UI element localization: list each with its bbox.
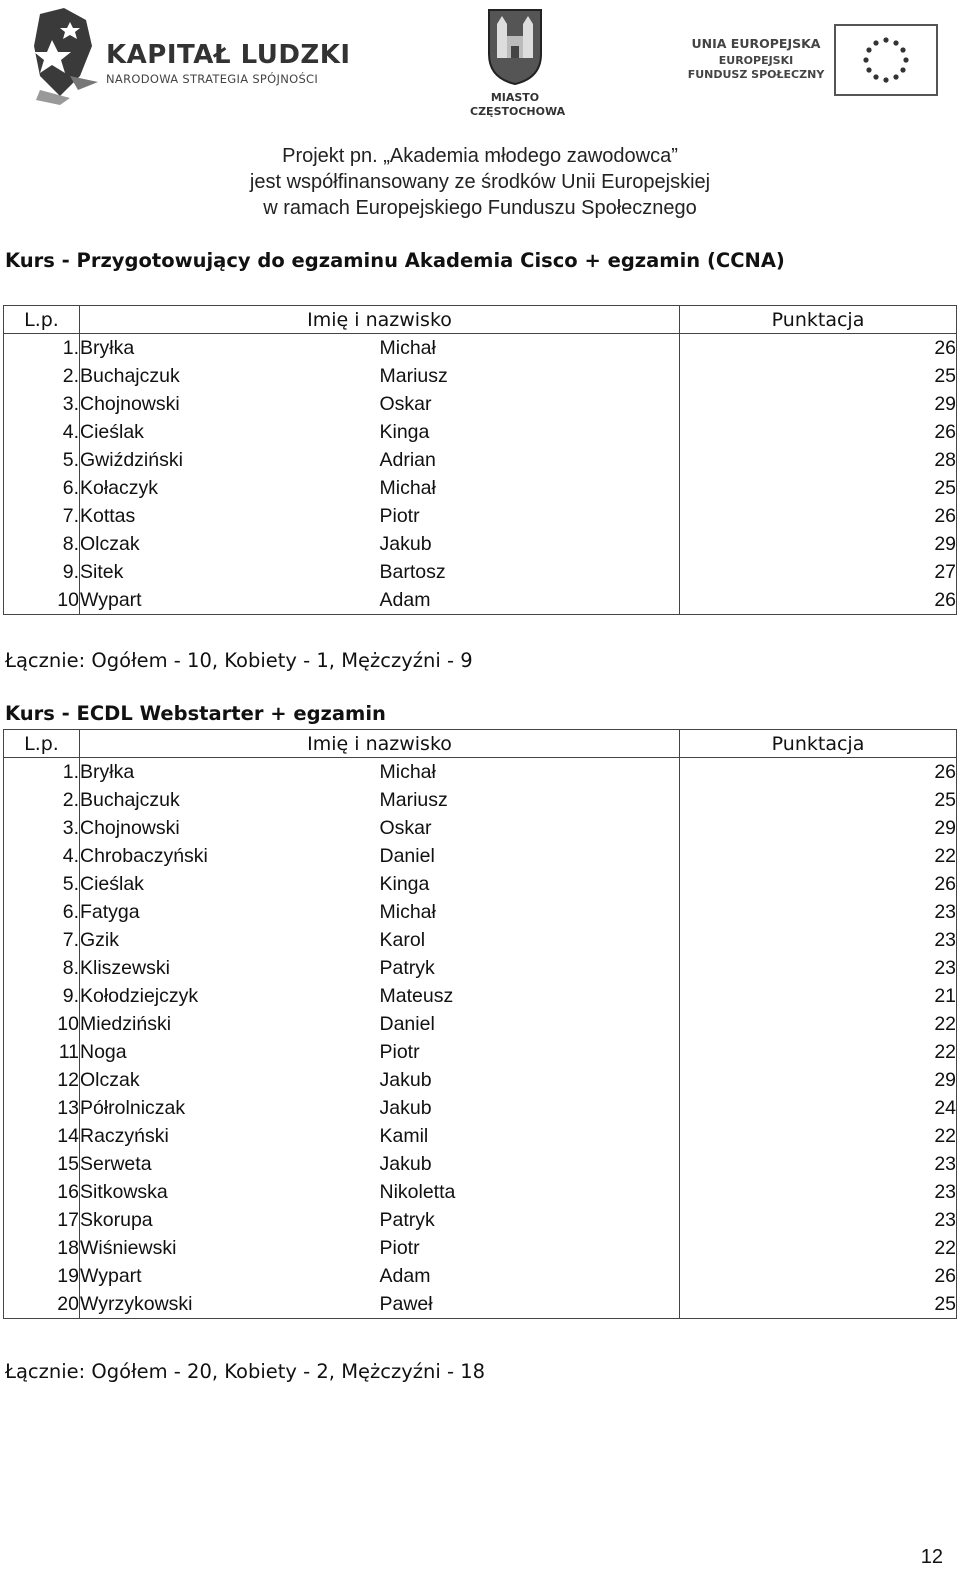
score: 21 <box>680 982 957 1010</box>
table-header-row <box>4 730 957 758</box>
last-name: Półrolniczak <box>80 1094 380 1122</box>
first-name: Daniel <box>380 842 680 870</box>
first-name: Mariusz <box>380 362 680 390</box>
table-row <box>4 418 957 446</box>
first-name: Piotr <box>380 502 680 530</box>
first-name: Piotr <box>380 1234 680 1262</box>
score: 22 <box>680 1122 957 1150</box>
eu-flag-icon <box>834 24 938 96</box>
first-name: Karol <box>380 926 680 954</box>
table-row <box>4 530 957 558</box>
results-table-ecdl <box>3 729 957 1319</box>
table-row <box>4 1010 957 1038</box>
czestochowa-city-logo <box>470 6 566 118</box>
last-name: Wyrzykowski <box>80 1290 380 1319</box>
eu-logo-line3: FUNDUSZ SPOŁECZNY <box>687 68 825 81</box>
first-name: Jakub <box>380 530 680 558</box>
header-name: Imię i nazwisko <box>80 306 680 334</box>
score: 22 <box>680 842 957 870</box>
row-number: 10 <box>4 1010 80 1038</box>
row-number: 4. <box>4 842 80 870</box>
score: 25 <box>680 362 957 390</box>
kapital-ludzki-logo-mark <box>30 6 98 106</box>
row-number: 3. <box>4 814 80 842</box>
last-name: Buchajczuk <box>80 362 380 390</box>
table-header-row <box>4 306 957 334</box>
row-number: 15 <box>4 1150 80 1178</box>
table-row <box>4 362 957 390</box>
first-name: Jakub <box>380 1094 680 1122</box>
row-number: 18 <box>4 1234 80 1262</box>
score: 28 <box>680 446 957 474</box>
last-name: Miedziński <box>80 1010 380 1038</box>
score: 29 <box>680 530 957 558</box>
row-number: 19 <box>4 1262 80 1290</box>
first-name: Nikoletta <box>380 1178 680 1206</box>
row-number: 6. <box>4 474 80 502</box>
header-name: Imię i nazwisko <box>80 730 680 758</box>
row-number: 13 <box>4 1094 80 1122</box>
eu-logo-line1: UNIA EUROPEJSKA <box>691 36 821 51</box>
last-name: Wypart <box>80 586 380 615</box>
last-name: Serweta <box>80 1150 380 1178</box>
first-name: Kinga <box>380 870 680 898</box>
project-line-3: w ramach Europejskiego Funduszu Społecznego <box>263 197 697 219</box>
table-row <box>4 334 957 363</box>
first-name: Bartosz <box>380 558 680 586</box>
row-number: 4. <box>4 418 80 446</box>
eu-social-fund-logo <box>686 20 946 100</box>
row-number: 3. <box>4 390 80 418</box>
table-row <box>4 502 957 530</box>
first-name: Piotr <box>380 1038 680 1066</box>
first-name: Patryk <box>380 1206 680 1234</box>
table-row <box>4 1178 957 1206</box>
last-name: Wiśniewski <box>80 1234 380 1262</box>
score: 29 <box>680 1066 957 1094</box>
score: 29 <box>680 390 957 418</box>
score: 26 <box>680 870 957 898</box>
first-name: Patryk <box>380 954 680 982</box>
last-name: Bryłka <box>80 334 380 363</box>
first-name: Michał <box>380 474 680 502</box>
last-name: Fatyga <box>80 898 380 926</box>
table-row <box>4 898 957 926</box>
last-name: Olczak <box>80 530 380 558</box>
last-name: Buchajczuk <box>80 786 380 814</box>
score: 26 <box>680 334 957 363</box>
score: 26 <box>680 758 957 787</box>
table-row <box>4 926 957 954</box>
table-row <box>4 1290 957 1319</box>
table-row <box>4 1150 957 1178</box>
first-name: Oskar <box>380 814 680 842</box>
row-number: 6. <box>4 898 80 926</box>
last-name: Chojnowski <box>80 814 380 842</box>
first-name: Kinga <box>380 418 680 446</box>
row-number: 5. <box>4 870 80 898</box>
row-number: 20 <box>4 1290 80 1319</box>
kapital-ludzki-logo-text <box>106 40 351 86</box>
row-number: 14 <box>4 1122 80 1150</box>
first-name: Daniel <box>380 1010 680 1038</box>
row-number: 2. <box>4 362 80 390</box>
project-header <box>0 143 960 221</box>
totals-ccna: Łącznie: Ogółem - 10, Kobiety - 1, Mężczyźni - 9 <box>5 649 473 672</box>
row-number: 2. <box>4 786 80 814</box>
results-table-body <box>4 758 957 1319</box>
last-name: Noga <box>80 1038 380 1066</box>
last-name: Kliszewski <box>80 954 380 982</box>
row-number: 8. <box>4 530 80 558</box>
table-row <box>4 1262 957 1290</box>
last-name: Kottas <box>80 502 380 530</box>
score: 25 <box>680 786 957 814</box>
last-name: Sitkowska <box>80 1178 380 1206</box>
score: 25 <box>680 1290 957 1319</box>
header-lp: L.p. <box>4 730 80 758</box>
row-number: 5. <box>4 446 80 474</box>
results-table-body <box>4 334 957 615</box>
score: 22 <box>680 1010 957 1038</box>
last-name: Gwiździński <box>80 446 380 474</box>
row-number: 16 <box>4 1178 80 1206</box>
score: 26 <box>680 418 957 446</box>
score: 24 <box>680 1094 957 1122</box>
score: 29 <box>680 814 957 842</box>
last-name: Cieślak <box>80 418 380 446</box>
first-name: Adam <box>380 1262 680 1290</box>
last-name: Gzik <box>80 926 380 954</box>
table-row <box>4 814 957 842</box>
table-row <box>4 1234 957 1262</box>
score: 26 <box>680 502 957 530</box>
first-name: Michał <box>380 898 680 926</box>
last-name: Bryłka <box>80 758 380 787</box>
score: 23 <box>680 1150 957 1178</box>
table-row <box>4 982 957 1010</box>
logo-header <box>0 0 960 120</box>
kapital-ludzki-title: KAPITAŁ LUDZKI <box>106 40 351 70</box>
city-coat-of-arms-icon <box>485 6 545 86</box>
last-name: Skorupa <box>80 1206 380 1234</box>
table-row <box>4 390 957 418</box>
table-row <box>4 1122 957 1150</box>
row-number: 1. <box>4 334 80 363</box>
last-name: Sitek <box>80 558 380 586</box>
score: 22 <box>680 1038 957 1066</box>
eu-logo-line2: EUROPEJSKI <box>718 54 794 67</box>
first-name: Kamil <box>380 1122 680 1150</box>
last-name: Chojnowski <box>80 390 380 418</box>
table-row <box>4 1066 957 1094</box>
score: 27 <box>680 558 957 586</box>
row-number: 17 <box>4 1206 80 1234</box>
last-name: Chrobaczyński <box>80 842 380 870</box>
table-row <box>4 1094 957 1122</box>
score: 23 <box>680 898 957 926</box>
first-name: Jakub <box>380 1150 680 1178</box>
table-row <box>4 758 957 787</box>
first-name: Michał <box>380 758 680 787</box>
results-table-ccna <box>3 305 957 615</box>
score: 22 <box>680 1234 957 1262</box>
row-number: 9. <box>4 558 80 586</box>
project-line-2: jest współfinansowany ze środków Unii Europejskiej <box>249 171 711 193</box>
row-number: 7. <box>4 502 80 530</box>
first-name: Michał <box>380 334 680 363</box>
row-number: 11 <box>4 1038 80 1066</box>
last-name: Kołodziejczyk <box>80 982 380 1010</box>
last-name: Raczyński <box>80 1122 380 1150</box>
project-line-1: Projekt pn. „Akademia młodego zawodowca” <box>282 145 678 167</box>
course-title-ccna: Kurs - Przygotowujący do egzaminu Akademia Cisco + egzamin (CCNA) <box>5 249 785 272</box>
score: 23 <box>680 926 957 954</box>
header-score: Punktacja <box>680 730 957 758</box>
table-row <box>4 558 957 586</box>
score: 23 <box>680 1178 957 1206</box>
header-lp: L.p. <box>4 306 80 334</box>
table-row <box>4 870 957 898</box>
city-name-line2: CZĘSTOCHOWA <box>470 105 566 118</box>
row-number: 9. <box>4 982 80 1010</box>
first-name: Paweł <box>380 1290 680 1319</box>
score: 26 <box>680 1262 957 1290</box>
page-number: 12 <box>920 1546 943 1568</box>
score: 26 <box>680 586 957 615</box>
last-name: Kołaczyk <box>80 474 380 502</box>
first-name: Adrian <box>380 446 680 474</box>
table-row <box>4 954 957 982</box>
first-name: Mariusz <box>380 786 680 814</box>
last-name: Wypart <box>80 1262 380 1290</box>
table-row <box>4 586 957 615</box>
kapital-ludzki-subtitle: NARODOWA STRATEGIA SPÓJNOŚCI <box>106 72 319 86</box>
totals-ecdl: Łącznie: Ogółem - 20, Kobiety - 2, Mężczyźni - 18 <box>5 1360 486 1383</box>
table-row <box>4 446 957 474</box>
table-row <box>4 474 957 502</box>
first-name: Oskar <box>380 390 680 418</box>
header-score: Punktacja <box>680 306 957 334</box>
table-row <box>4 786 957 814</box>
row-number: 1. <box>4 758 80 787</box>
row-number: 10 <box>4 586 80 615</box>
row-number: 12 <box>4 1066 80 1094</box>
first-name: Jakub <box>380 1066 680 1094</box>
last-name: Olczak <box>80 1066 380 1094</box>
table-row <box>4 1206 957 1234</box>
eu-logo-text <box>686 36 826 81</box>
first-name: Mateusz <box>380 982 680 1010</box>
score: 23 <box>680 1206 957 1234</box>
score: 23 <box>680 954 957 982</box>
row-number: 8. <box>4 954 80 982</box>
table-row <box>4 842 957 870</box>
table-row <box>4 1038 957 1066</box>
course-title-ecdl: Kurs - ECDL Webstarter + egzamin <box>5 702 386 725</box>
first-name: Adam <box>380 586 680 615</box>
city-name-line1: MIASTO <box>490 91 540 104</box>
last-name: Cieślak <box>80 870 380 898</box>
score: 25 <box>680 474 957 502</box>
row-number: 7. <box>4 926 80 954</box>
